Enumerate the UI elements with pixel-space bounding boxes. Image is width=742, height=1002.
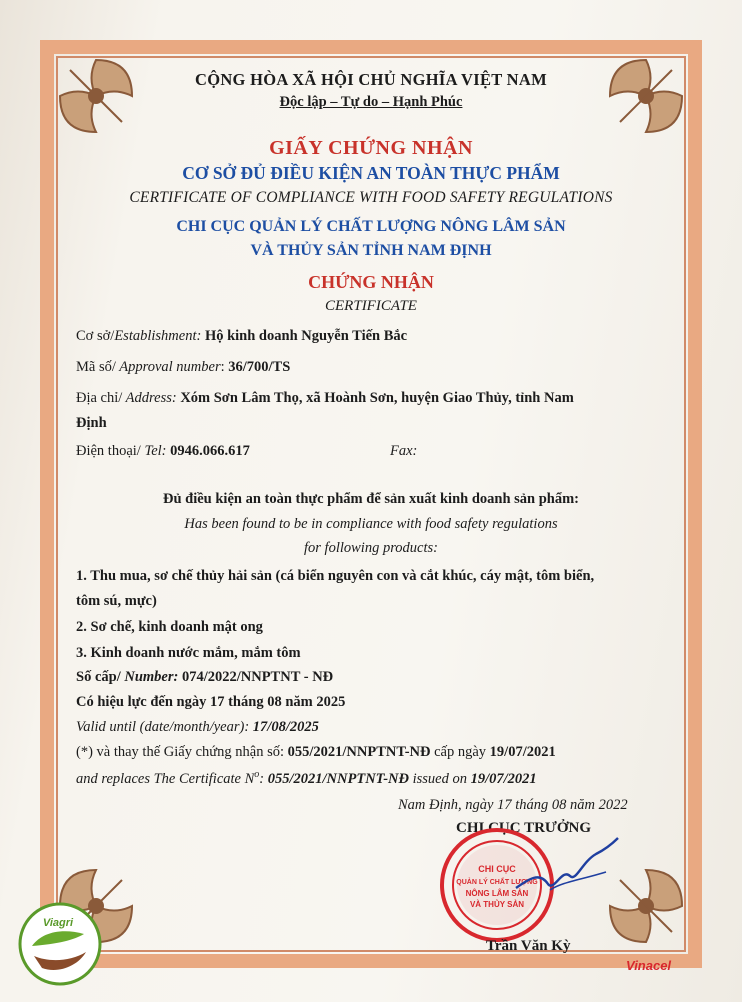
replaces-number-en: 055/2021/NNPTNT-NĐ bbox=[267, 770, 409, 787]
product-2: 2. Sơ chế, kinh doanh mật ong bbox=[76, 619, 263, 635]
tel-label: Điện thoại/ bbox=[76, 443, 141, 459]
replaces-sup-en: o bbox=[254, 769, 260, 780]
number-row bbox=[76, 669, 333, 686]
national-motto: Độc lập – Tự do – Hạnh Phúc bbox=[279, 94, 463, 110]
number-label-en: Number: bbox=[120, 669, 179, 685]
viagri-logo-icon bbox=[18, 902, 102, 986]
replaces-colon-en: : bbox=[259, 770, 268, 787]
certificate-title: GIẤY CHỨNG NHẬN bbox=[269, 137, 473, 159]
seal-text-1: CHI CỤC bbox=[478, 864, 516, 874]
issuer-line-1: CHI CỤC QUẢN LÝ CHẤT LƯỢNG NÔNG LÂM SẢN bbox=[176, 218, 566, 235]
compliance-statement-english: Has been found to be in compliance with food safety regulations bbox=[184, 516, 558, 532]
certify-heading-english: CERTIFICATE bbox=[325, 298, 417, 314]
seal-text-2: QUẢN LÝ CHẤT LƯỢNG bbox=[456, 879, 538, 886]
tel-row bbox=[76, 443, 250, 460]
tel-value: 0946.066.617 bbox=[170, 443, 250, 459]
certificate-title-english: CERTIFICATE OF COMPLIANCE WITH FOOD SAFETY REGULATIONS bbox=[129, 189, 613, 206]
seal-text-4: VÀ THỦY SẢN bbox=[469, 900, 525, 909]
fax-label-text: Fax: bbox=[390, 443, 418, 459]
number-label: Số cấp/ bbox=[76, 669, 121, 685]
address-row-continued bbox=[76, 415, 107, 432]
watermark: Vinacel bbox=[626, 958, 672, 973]
validity-label-en: Valid until (date/month/year): bbox=[76, 719, 253, 735]
replaces-mid-en: issued on bbox=[408, 770, 471, 787]
certify-heading: CHỨNG NHẬN bbox=[308, 272, 434, 292]
address-label: Địa chỉ/ bbox=[76, 390, 123, 406]
replaces-row bbox=[76, 744, 556, 761]
issuer-line-2: VÀ THỦY SẢN TỈNH NAM ĐỊNH bbox=[250, 242, 492, 259]
product-1-continued: tôm sú, mực) bbox=[76, 593, 157, 609]
approval-label-en: Approval number bbox=[115, 359, 221, 375]
logo-text: Viagri bbox=[42, 917, 74, 929]
validity-row bbox=[76, 694, 345, 711]
address-value: Xóm Sơn Lâm Thọ, xã Hoành Sơn, huyện Giao Thủy, tỉnh Nam bbox=[180, 390, 574, 406]
product-1: 1. Thu mua, sơ chế thủy hải sản (cá biển nguyên con và cắt khúc, cáy mật, tôm biển, bbox=[76, 568, 595, 584]
address-row bbox=[76, 390, 574, 407]
address-value-continued: Định bbox=[76, 415, 107, 431]
replaces-number: 055/2021/NNPTNT-NĐ bbox=[287, 744, 431, 760]
establishment-label: Cơ sở/ bbox=[76, 328, 115, 344]
signature-icon bbox=[510, 832, 622, 902]
compliance-statement: Đủ điều kiện an toàn thực phẩm để sản xuất kinh doanh sản phẩm: bbox=[162, 491, 580, 507]
validity-english-row bbox=[76, 719, 319, 736]
fax-label bbox=[390, 443, 417, 460]
seal-text-3: NÔNG LÂM SẢN bbox=[465, 889, 529, 898]
approval-value: 36/700/TS bbox=[228, 359, 291, 375]
replaces-mid: cấp ngày bbox=[430, 744, 490, 760]
establishment-value: Hộ kinh doanh Nguyễn Tiến Bắc bbox=[204, 328, 408, 344]
replaces-english-row bbox=[76, 769, 537, 788]
tel-label-en: Tel: bbox=[140, 443, 167, 459]
address-label-en: Address: bbox=[122, 390, 177, 406]
place-date: Nam Định, ngày 17 tháng 08 năm 2022 bbox=[398, 797, 628, 813]
replaces-date-en: 19/07/2021 bbox=[470, 770, 537, 787]
country-header: CỘNG HÒA XÃ HỘI CHỦ NGHĨA VIỆT NAM bbox=[194, 70, 547, 89]
replaces-date: 19/07/2021 bbox=[489, 744, 556, 760]
compliance-statement-english-2: for following products: bbox=[304, 540, 438, 556]
establishment-label-en: Establishment: bbox=[114, 328, 202, 344]
product-3: 3. Kinh doanh nước mắm, mắm tôm bbox=[76, 645, 301, 661]
number-value: 074/2022/NNPTNT - NĐ bbox=[181, 669, 334, 685]
validity-text: Có hiệu lực đến ngày 17 tháng 08 năm 2025 bbox=[76, 694, 346, 710]
signer-position: CHI CỤC TRƯỞNG bbox=[456, 820, 592, 836]
approval-label: Mã số/ bbox=[76, 359, 116, 375]
replaces-prefix-en: and replaces The Certificate N bbox=[76, 770, 255, 787]
validity-value-en: 17/08/2025 bbox=[252, 719, 319, 735]
signer-name: Trần Văn Kỳ bbox=[486, 938, 571, 954]
replaces-prefix: (*) và thay thế Giấy chứng nhận số: bbox=[76, 744, 288, 760]
approval-row: Mã số/ Approval number: 36/700/TS bbox=[76, 359, 291, 375]
certificate-subtitle: CƠ SỞ ĐỦ ĐIỀU KIỆN AN TOÀN THỰC PHẨM bbox=[182, 163, 560, 183]
establishment-row bbox=[76, 328, 407, 345]
